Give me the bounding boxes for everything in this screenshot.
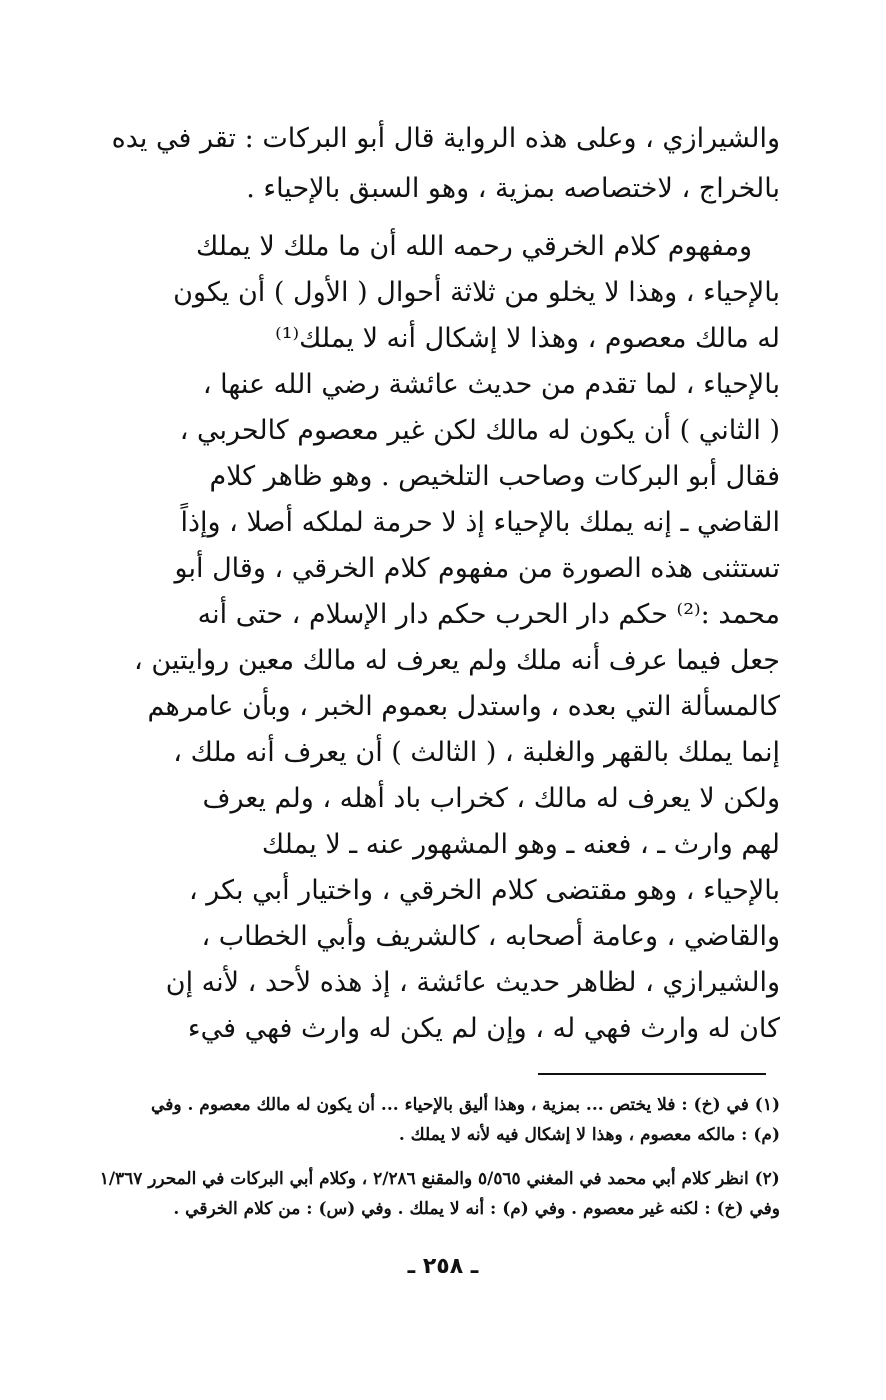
footnote-line: (م) : مالكه معصوم ، وهذا لا إشكال فيه لأنه لا يملك . — [398, 1125, 780, 1145]
text-line: ولكن لا يعرف له مالك ، كخراب باد أهله ، ولم يعرف — [202, 783, 780, 814]
main-text — [100, 108, 780, 1048]
text-line: فقال أبو البركات وصاحب التلخيص . وهو ظاهر كلام — [209, 461, 780, 492]
text-line: بالإحياء ، لما تقدم من حديث عائشة رضي الله عنها ، — [202, 369, 780, 400]
footnote-line: وفي (خ) : لكنه غير معصوم . وفي (م) : أنه لا يملك . وفي (س) : من كلام الخرقي . — [173, 1199, 780, 1219]
text-line: لهم وارث ـ ، فعنه ـ وهو المشهور عنه ـ لا يملك — [261, 829, 780, 860]
text-line: كالمسألة التي بعده ، واستدل بعموم الخبر ، وبأن عامرهم — [147, 691, 780, 722]
text-line: محمد :⁽²⁾ حكم دار الحرب حكم دار الإسلام ، حتى أنه — [197, 599, 780, 630]
text-line: تستثنى هذه الصورة من مفهوم كلام الخرقي ، وقال أبو — [174, 553, 780, 584]
text-line: والشيرازي ، لظاهر حديث عائشة ، إذ هذه لأحد ، لأنه إن — [165, 967, 780, 998]
text-line: له مالك معصوم ، وهذا لا إشكال أنه لا يملك⁽¹⁾ — [275, 323, 780, 354]
footnote-divider — [538, 1073, 766, 1075]
text-line: بالإحياء ، وهو مقتضى كلام الخرقي ، واختيار أبي بكر ، — [188, 875, 780, 906]
text-line: والشيرازي ، وعلى هذه الرواية قال أبو البركات : تقر في يده — [111, 123, 780, 154]
text-line: ومفهوم كلام الخرقي رحمه الله أن ما ملك لا يملك — [195, 231, 752, 262]
text-line: إنما يملك بالقهر والغلبة ، ( الثالث ) أن يعرف أنه ملك ، — [173, 737, 780, 768]
footnote-line: (١) في (خ) : فلا يختص ... بمزية ، وهذا أليق بالإحياء ... أن يكون له مالك معصوم . وفي — [151, 1095, 780, 1115]
text-line: ( الثاني ) أن يكون له مالك لكن غير معصوم كالحربي ، — [179, 415, 780, 446]
text-line: بالخراج ، لاختصاصه بمزية ، وهو السبق بالإحياء . — [246, 173, 780, 204]
text-line: جعل فيما عرف أنه ملك ولم يعرف له مالك معين روايتين ، — [134, 645, 780, 676]
footnotes — [100, 1090, 780, 1240]
footnote-line: (٢) انظر كلام أبي محمد في المغني ٥/٥٦٥ والمقنع ٢/٢٨٦ ، وكلام أبي البركات في المحرر ١/٣٦٧ — [99, 1169, 780, 1189]
page-number: ـ ٢٥٨ ـ — [407, 1254, 479, 1279]
text-line: القاضي ـ إنه يملك بالإحياء إذ لا حرمة لملكه أصلا ، وإذاً — [180, 507, 780, 538]
text-line: والقاضي ، وعامة أصحابه ، كالشريف وأبي الخطاب ، — [201, 921, 780, 952]
text-line: كان له وارث فهي له ، وإن لم يكن له وارث فهي فيء — [187, 1013, 780, 1044]
text-line: بالإحياء ، وهذا لا يخلو من ثلاثة أحوال ( الأول ) أن يكون — [173, 277, 780, 308]
